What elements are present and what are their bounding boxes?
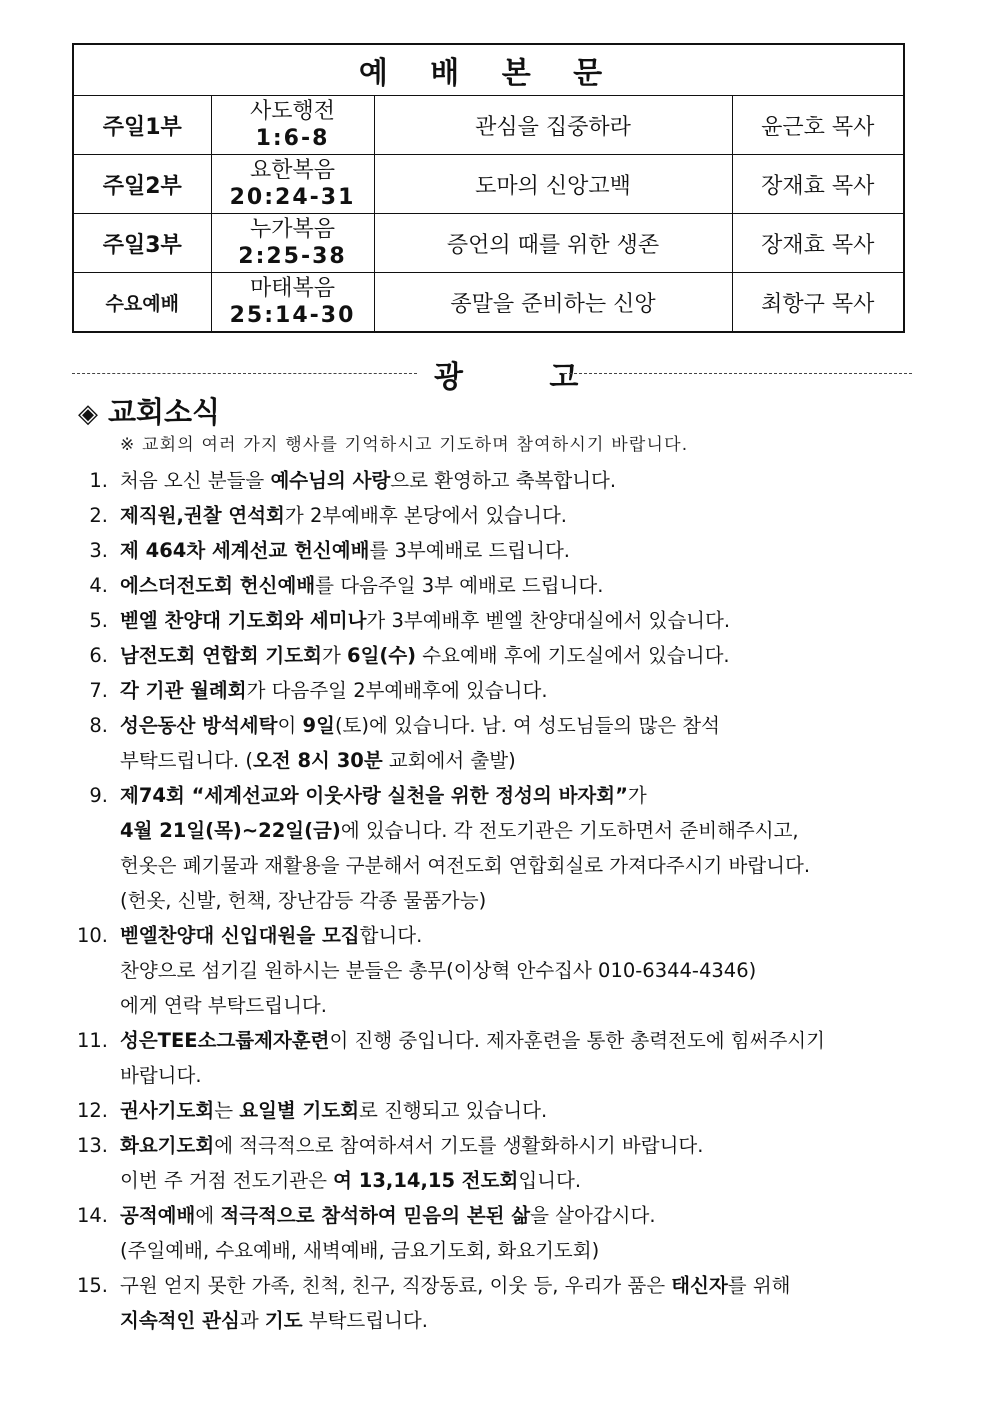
church-news-heading [78, 390, 220, 431]
body-text: 가 [627, 784, 647, 807]
body-text: 합니다. [359, 924, 423, 947]
sermon-title: 증언의 때를 위한 생존 [374, 214, 732, 273]
scripture-ref: 20:24-31 [229, 185, 356, 210]
news-item-line [120, 848, 810, 883]
body-text: 를 3부예배로 드립니다. [369, 539, 570, 562]
body-text: 교회에서 출발) [382, 749, 516, 772]
news-item-number: 12. [76, 1099, 108, 1122]
body-text: 부탁드립니다. [302, 1309, 428, 1332]
body-text: 를 위해 [727, 1274, 791, 1297]
news-item-line [120, 1128, 703, 1163]
highlight-text: 성은TEE소그룹제자훈련 [120, 1029, 330, 1052]
preacher: 윤근호 목사 [732, 96, 904, 155]
news-item-line [120, 953, 756, 988]
scripture [211, 214, 374, 273]
scripture-book: 누가복음 [249, 217, 335, 242]
news-item-number: 5. [89, 609, 108, 632]
highlight-text: 벧엘찬양대 신입대원을 모집 [120, 924, 360, 947]
announcements-title: 광 고 [434, 360, 617, 395]
sermon-row [73, 96, 904, 155]
news-item-line [120, 1058, 202, 1093]
body-text: 바랍니다. [120, 1064, 202, 1087]
news-item-line [120, 1268, 791, 1303]
scripture-book: 마태복음 [249, 276, 335, 301]
news-item-line [120, 463, 616, 498]
body-text: 는 [214, 1099, 240, 1122]
divider [564, 373, 912, 374]
news-item-number: 3. [89, 539, 108, 562]
highlight-text: 6일(수) [347, 644, 417, 667]
news-item-number: 15. [76, 1274, 108, 1297]
sermon-row [73, 273, 904, 333]
news-item-number: 2. [89, 504, 108, 527]
scripture [211, 273, 374, 333]
highlight-text: 에스더전도회 헌신예배 [120, 574, 316, 597]
news-item-number: 9. [89, 784, 108, 807]
news-item-number: 7. [89, 679, 108, 702]
highlight-text: 요일별 기도회 [239, 1099, 360, 1122]
body-text: 이 [277, 714, 303, 737]
highlight-text: 제 464차 세계선교 헌신예배 [120, 539, 370, 562]
service-name: 주일2부 [73, 155, 211, 214]
body-text: 을 살아갑시다. [530, 1204, 656, 1227]
body-text: 찬양으로 섬기길 원하시는 분들은 총무(이상혁 안수집사 010-6344-4346) [120, 959, 757, 982]
body-text: 에 [195, 1204, 221, 1227]
body-text: 이 진행 중입니다. 제자훈련을 통한 총력전도에 힘써주시기 [329, 1029, 825, 1052]
news-item-line [120, 1303, 428, 1338]
divider [72, 373, 417, 374]
body-text: 수요예배 후에 기도실에서 있습니다. [416, 644, 730, 667]
scripture-ref: 1:6-8 [255, 126, 330, 151]
body-text: 가 2부예배후 본당에서 있습니다. [284, 504, 567, 527]
body-text: (토)에 있습니다. 남. 여 성도님들의 많은 참석 [334, 714, 720, 737]
scripture-book: 사도행전 [249, 99, 335, 124]
body-text: 가 다음주일 2부예배후에 있습니다. [246, 679, 548, 702]
service-name: 주일1부 [73, 96, 211, 155]
highlight-text: 제74회 “세계선교와 이웃사랑 실천을 위한 정성의 바자회” [120, 784, 628, 807]
body-text: 로 진행되고 있습니다. [359, 1099, 548, 1122]
body-text: 으로 환영하고 축복합니다. [390, 469, 617, 492]
diamond-bullet-icon: ◈ [78, 399, 98, 429]
news-item-line [120, 638, 730, 673]
body-text: 과 [239, 1309, 265, 1332]
sermon-title: 종말을 준비하는 신앙 [374, 273, 732, 333]
highlight-text: 적극적으로 참석하여 믿음의 본된 삶 [220, 1204, 531, 1227]
body-text: 입니다. [518, 1169, 582, 1192]
highlight-text: 공적예배 [120, 1204, 196, 1227]
sermon-table [72, 43, 905, 333]
news-item-line [120, 1198, 656, 1233]
scripture-book: 요한복음 [249, 158, 335, 183]
church-news-note: ※ 교회의 여러 가지 행사를 기억하시고 기도하며 참여하시기 바랍니다. [120, 435, 689, 455]
body-text: (헌옷, 신발, 헌책, 장난감등 각종 물품가능) [120, 889, 487, 912]
highlight-text: 권사기도회 [120, 1099, 215, 1122]
news-item-line [120, 988, 327, 1023]
highlight-text: 벧엘 찬양대 기도회와 세미나 [120, 609, 367, 632]
news-item-line [120, 603, 730, 638]
body-text: (주일예배, 수요예배, 새벽예배, 금요기도회, 화요기도회) [120, 1239, 600, 1262]
news-item-number: 11. [76, 1029, 108, 1052]
sermon-title: 관심을 집중하라 [374, 96, 732, 155]
news-item-number: 4. [89, 574, 108, 597]
announcements-header [72, 352, 912, 395]
news-item-number: 14. [76, 1204, 108, 1227]
highlight-text: 화요기도회 [120, 1134, 215, 1157]
news-item-number: 1. [89, 469, 108, 492]
body-text: 가 3부예배후 벧엘 찬양대실에서 있습니다. [366, 609, 731, 632]
sermon-row [73, 214, 904, 273]
highlight-text: 4월 21일(목)~22일(금) [120, 819, 341, 842]
news-item-line [120, 1023, 825, 1058]
news-item-line [120, 813, 799, 848]
news-item-line [120, 568, 603, 603]
body-text: 처음 오신 분들을 [120, 469, 271, 492]
body-text: 부탁드립니다. ( [120, 749, 254, 772]
body-text: 구원 얻지 못한 가족, 친척, 친구, 직장동료, 이웃 등, 우리가 품은 [120, 1274, 672, 1297]
sermon-row [73, 155, 904, 214]
body-text: 에게 연락 부탁드립니다. [120, 994, 327, 1017]
body-text: 이번 주 거점 전도기관은 [120, 1169, 334, 1192]
highlight-text: 각 기관 월례회 [120, 679, 247, 702]
body-text: 를 다음주일 3부 예배로 드립니다. [315, 574, 604, 597]
sermon-title: 도마의 신앙고백 [374, 155, 732, 214]
scripture [211, 96, 374, 155]
service-name: 수요예배 [73, 273, 211, 333]
news-item-line [120, 673, 548, 708]
body-text: 에 있습니다. 각 전도기관은 기도하면서 준비해주시고, [340, 819, 799, 842]
body-text: 헌옷은 폐기물과 재활용을 구분해서 여전도회 연합회실로 가져다주시기 바랍니다. [120, 854, 811, 877]
news-item-line [120, 1093, 547, 1128]
highlight-text: 남전도회 연합회 기도회 [120, 644, 322, 667]
news-item-number: 6. [89, 644, 108, 667]
news-item-number: 8. [89, 714, 108, 737]
news-item-line [120, 708, 720, 743]
church-news-title: 교회소식 [108, 395, 221, 429]
body-text: 에 적극적으로 참여하셔서 기도를 생활화하시기 바랍니다. [214, 1134, 704, 1157]
preacher: 장재효 목사 [732, 155, 904, 214]
service-name: 주일3부 [73, 214, 211, 273]
scripture-ref: 2:25-38 [238, 244, 347, 269]
news-item-line [120, 778, 647, 813]
highlight-text: 기도 [264, 1309, 303, 1332]
news-item-line [120, 533, 570, 568]
scripture [211, 155, 374, 214]
preacher: 장재효 목사 [732, 214, 904, 273]
sermon-table-title: 예 배 본 문 [73, 44, 904, 96]
highlight-text: 지속적인 관심 [120, 1309, 240, 1332]
highlight-text: 태신자 [671, 1274, 728, 1297]
news-item-line [120, 918, 422, 953]
news-item-line [120, 498, 567, 533]
body-text: 가 [321, 644, 347, 667]
highlight-text: 오전 8시 30분 [253, 749, 383, 772]
scripture-ref: 25:14-30 [229, 303, 356, 328]
highlight-text: 9일 [302, 714, 335, 737]
highlight-text: 제직원,권찰 연석회 [120, 504, 285, 527]
news-item-number: 13. [76, 1134, 108, 1157]
news-item-line [120, 743, 516, 778]
preacher: 최항구 목사 [732, 273, 904, 333]
news-item-line [120, 1163, 581, 1198]
news-item-line [120, 883, 486, 918]
highlight-text: 성은동산 방석세탁 [120, 714, 278, 737]
news-item-line [120, 1233, 599, 1268]
news-item-number: 10. [76, 924, 108, 947]
highlight-text: 여 13,14,15 전도회 [333, 1169, 519, 1192]
highlight-text: 예수님의 사랑 [270, 469, 391, 492]
